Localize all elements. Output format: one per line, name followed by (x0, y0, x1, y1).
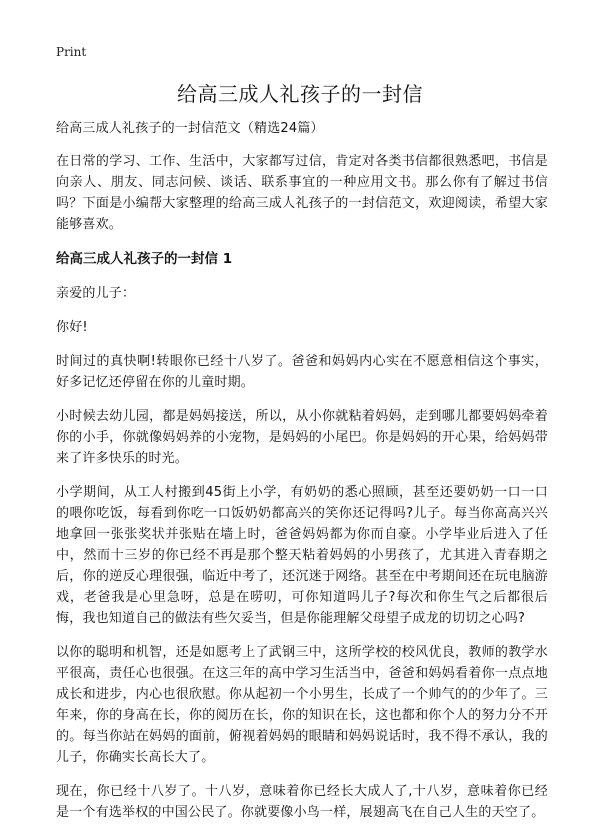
letter-paragraph: 小时候去幼儿园，都是妈妈接送，所以，从小你就粘着妈妈，走到哪儿都要妈妈牵着你的小手，你就像妈妈养的小宠物，是妈妈的小尾巴。你是妈妈的开心果，给妈妈带来了许多快乐的时光。 (56, 409, 548, 466)
intro-paragraph: 在日常的学习、工作、生活中，大家都写过信，肯定对各类书信都很熟悉吧，书信是向亲人、朋友、同志问候、谈话、联系事宜的一种应用文书。那么你有了解过书信吗？下面是小编帮大家整理的给高三成人礼孩子的一封信范文，欢迎阅读，希望大家能够喜欢。 (56, 154, 548, 232)
letter-paragraph: 现在，你已经十八岁了。十八岁，意味着你已经长大成人了,十八岁，意味着你已经是一个有选举权的中国公民了。你就要像小鸟一样，展翅高飞在自己人生的天空了。 (56, 784, 548, 820)
letter-salutation: 亲爱的儿子： (56, 286, 136, 301)
section-heading: 给高三成人礼孩子的一封信 1 (56, 251, 233, 267)
print-link[interactable]: Print (56, 45, 87, 59)
document-body (56, 118, 548, 836)
letter-greeting: 你好! (56, 320, 88, 335)
letter-paragraph: 以你的聪明和机智，还是如愿考上了武钢三中，这所学校的校风优良，教师的教学水平很高，责任心也很强。在这三年的高中学习生活当中，爸爸和妈妈看着你一点点地成长和进步，内心也很欣慰。你从起初一个小男生，长成了一个帅气的的少年了。三年来，你的身高在长，你的阅历在长，你的知识在长，这也都和你个人的努力分不开的。每当你站在妈妈的面前，俯视着妈妈的眼睛和妈妈说话时，我不得不承认，我的儿子，你确实长高长大了。 (56, 645, 548, 765)
document-subtitle: 给高三成人礼孩子的一封信范文（精选24篇） (56, 121, 324, 136)
letter-paragraph: 时间过的真快啊!转眼你已经十八岁了。爸爸和妈妈内心实在不愿意相信这个事实，好多记忆还停留在你的儿童时期。 (56, 354, 548, 390)
letter-paragraph: 小学期间，从工人村搬到45街上小学，有奶奶的悉心照顾，甚至还要奶奶一口一口的喂你吃饭，每看到你吃一口饭奶奶都高兴的笑你还记得吗?儿子。每当你高高兴兴地拿回一张张奖状并张贴在墙上时，爸爸妈妈都为你而自豪。小学毕业后进入了任中，然而十三岁的你已经不再是那个整天粘着妈妈的小男孩了，尤其进入青春期之后，你的逆反心理很强，临近中考了，还沉迷于网络。甚至在中考期间还在玩电脑游戏，老爸我是心里急呀，总是在唠叨，可你知道吗儿子?每次和你生气之后都很后悔，我也知道自己的做法有些欠妥当，但是你能理解父母望子成龙的切切之心吗? (56, 485, 548, 626)
document-title: 给高三成人礼孩子的一封信 (177, 82, 423, 106)
